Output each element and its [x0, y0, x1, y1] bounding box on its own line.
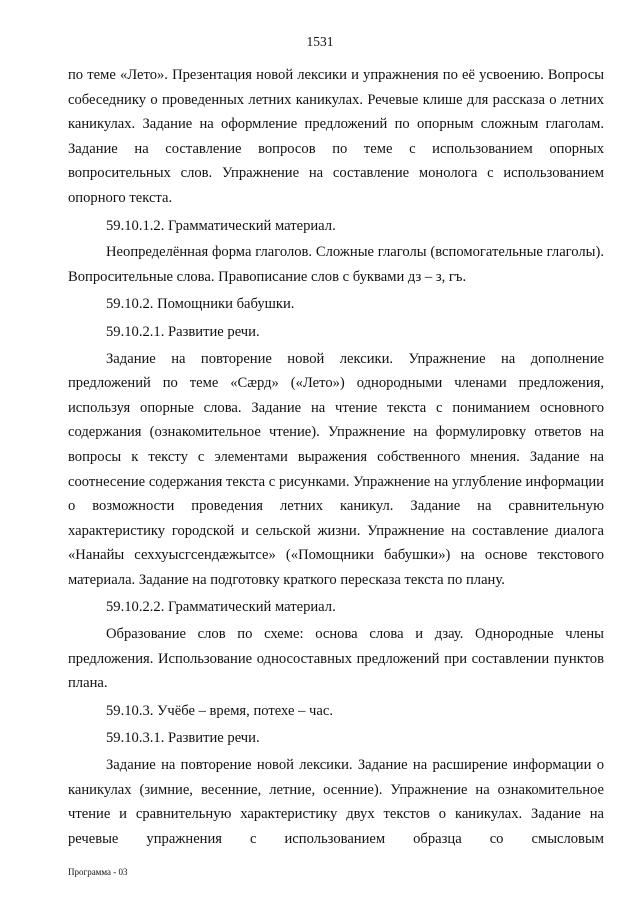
paragraph-speech-tasks-grandma: Задание на повторение новой лексики. Упражнение на дополнение предложений по теме «Сæрд» («Лето») однородными членами предложения, используя опорные слова. Задание на чтение текста с пониманием основного содержания (ознакомительное чтение). Упражнение на формулировку ответов на вопросы к тексту с элементами выражения собственного мнения. Задание на соотнесение содержания текста с рисунками. Упражнение на углубление информации о возможности проведения летних каникул. Задание на сравнительную характеристику городской и сельской жизни. Упражнение на составление диалога «Нанайы сеххуысгсендæжытсе» («Помощники бабушки») на основе текстового материала. Задание на подготовку краткого пересказа текста по плану. [68, 350, 604, 588]
page-number: 1531 [306, 34, 334, 49]
heading-59-10-2: 59.10.2. Помощники бабушки. [106, 296, 295, 313]
page-body [68, 63, 604, 851]
heading-59-10-2-1: 59.10.2.1. Развитие речи. [106, 323, 260, 340]
heading-59-10-3: 59.10.3. Учёбе – время, потехе – час. [106, 702, 333, 719]
page-footer: Программа - 03 [68, 867, 128, 877]
heading-59-10-1-2: 59.10.1.2. Грамматический материал. [106, 217, 336, 234]
paragraph-speech-tasks-holidays: Задание на повторение новой лексики. Задание на расширение информации о каникулах (зимние, весенние, летние, осенние). Упражнение на ознакомительное чтение и сравнительную характеристику двух текстов о каникулах. Задание на речевые упражнения с использованием образца со смысловым [68, 757, 604, 847]
paragraph-grammar-verbs: Неопределённая форма глаголов. Сложные глаголы (вспомогательные глаголы). Вопросительные слова. Правописание слов с буквами дз – з, гъ. [68, 244, 604, 285]
paragraph-grammar-word-formation: Образование слов по схеме: основа слова и дзау. Однородные члены предложения. Использование односоставных предложений при составлении пунктов плана. [68, 626, 604, 692]
heading-59-10-2-2: 59.10.2.2. Грамматический материал. [106, 599, 336, 616]
paragraph-lexicon-intro: по теме «Лето». Презентация новой лексики и упражнения по её усвоению. Вопросы собеседнику о проведенных летних каникулах. Речевые клише для рассказа о летних каникулах. Задание на оформление предложений по опорным сложным глаголам. Задание на составление вопросов по теме с использованием опорных вопросительных слов. Упражнение на составление монолога с использованием опорного текста. [68, 67, 604, 206]
heading-59-10-3-1: 59.10.3.1. Развитие речи. [106, 730, 260, 747]
